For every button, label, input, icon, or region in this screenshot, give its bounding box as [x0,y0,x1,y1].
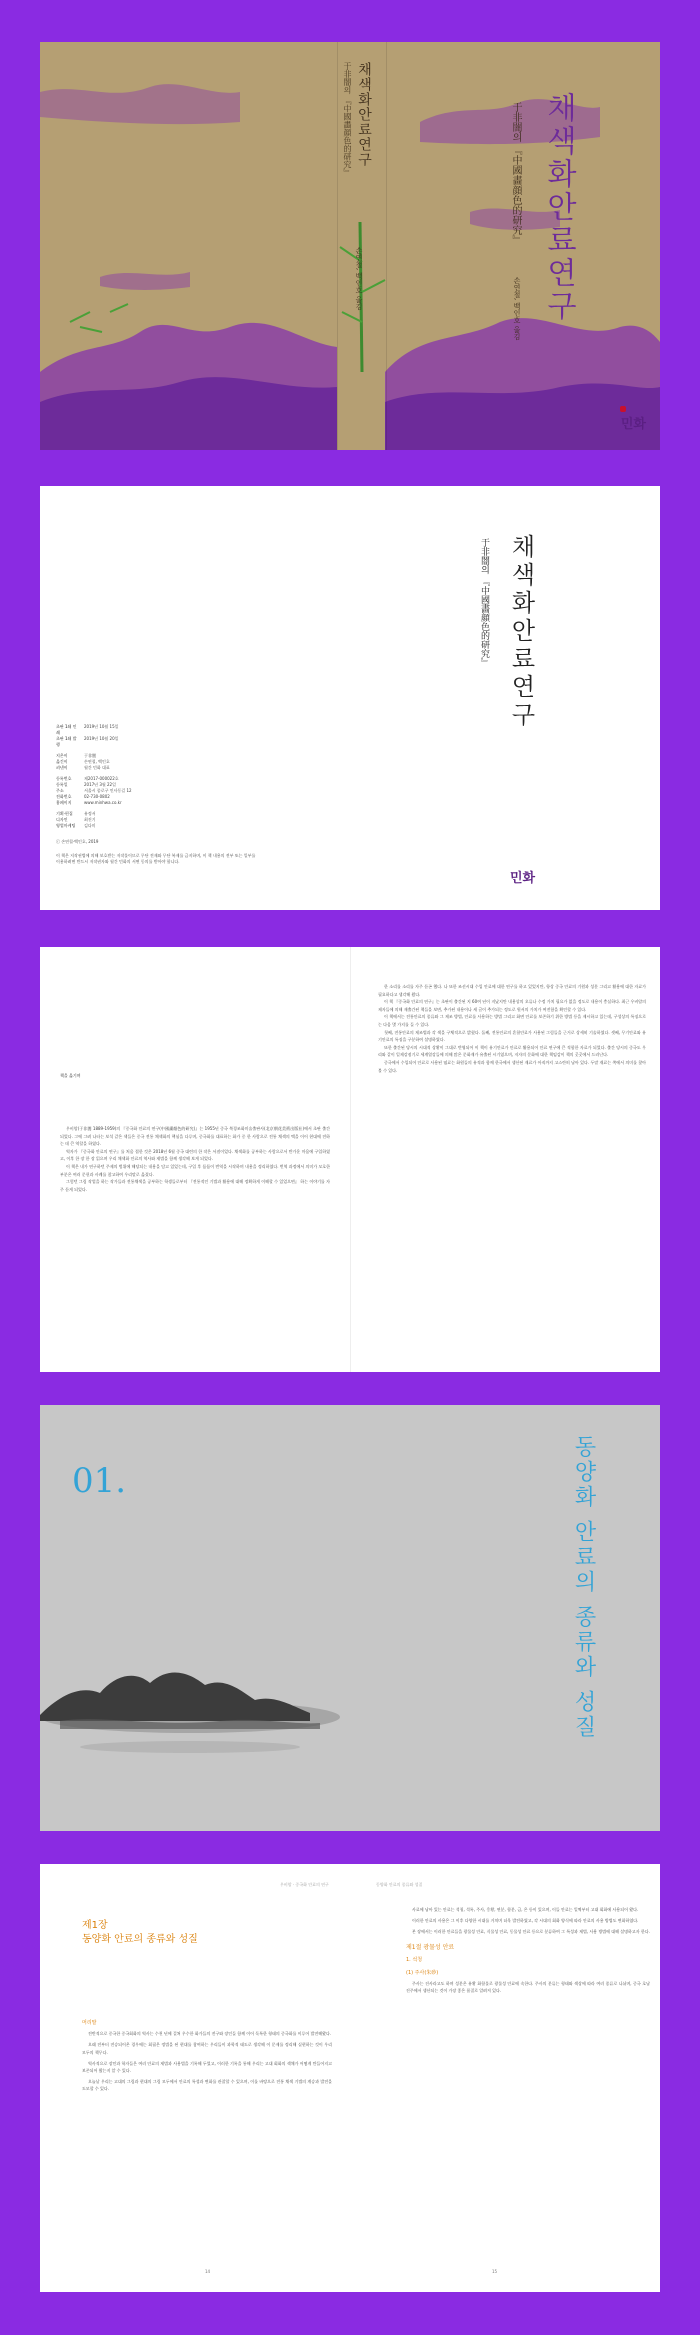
colophon-key: 영업마케팅 [56,823,76,828]
paragraph: 주사는 진사라고도 하며 성분은 유황 화합물로 광물성 안료에 속한다. 주사의 분류는 형태와 색상에 따라 여러 종류로 나뉘며, 중국 호남 진주에서 생산되는 것이 가장 좋은 품질로 알려져 있다. [406,1981,650,1994]
body-left-column [82,2014,332,2097]
publisher-logo: 민화 [510,871,536,886]
body-spread [40,1864,660,2292]
chapter-heading [82,1919,198,1947]
page-number-left: 14 [205,2269,211,2274]
colophon-key: 디자인 [56,817,68,822]
ink-landscape-painting [40,1655,340,1765]
cover-subtitle: 于非闇의 『中國畵顔色的研究』 [510,102,521,246]
colophon-value: 최진기 [84,817,96,822]
colophon-key: 펴낸이 [56,765,68,770]
section-heading: 제1절 광물성 안료 [406,1943,455,1951]
body-right-column [406,1906,650,1999]
logo-seal-icon [620,406,626,412]
paragraph: 이러한 안료의 사용은 그 이후 다양한 시대를 거치며 더욱 발전하였고, 각 시대의 회화 양식에 따라 안료의 사용 방법도 변화하였다. [412,1918,639,1924]
paragraph: 이 책에서는 전통안료의 종류와 그 제조 방법, 안료를 사용하는 방법 그리고 화면 안료를 보존하기 위한 방법 등을 제시하고 있는데, 구성상의 특징으로는 다음 몇 가지를 들 수 있다. [378,1014,646,1027]
subsection-heading: (1) 주사(朱砂) [406,1970,439,1977]
colophon-value: 손연철, 백인호 [84,759,110,764]
colophon-key: 등록일 [56,782,68,787]
cover-title: 채색화안료연구 [541,92,576,323]
colophon-value: 2019년 10월 15일 [84,724,119,729]
colophon-value: 2017년 3월 22일 [84,782,116,787]
paragraph: 이 책은 내가 연구하던 주제의 범위에 해당되는 내용을 담고 있었는데, 구입 후 틈틈이 번역을 시작하며 내용을 정리하였다. 번역 과정에서 의미가 모호한 부분은 여러 문헌과 사례를 참고하여 우리말로 옮겼다. [60,1163,330,1177]
colophon-key: 주소 [56,788,64,793]
title-page-title: 채색화안료연구 [507,534,535,730]
spine-subtitle: 于非闇의 『中國畵顔色的研究』 [343,62,352,177]
colophon-value: 서울시 종로구 인사동길 12 [84,788,132,793]
title-page [40,486,660,910]
colophon-value: www.minhwa.co.kr [84,800,122,805]
preface-heading: 책을 옮기며 [60,1073,81,1078]
paragraph: 한 소리를 소리를 자주 듣곤 했다. 나 또한 조선시대 수입 안료에 대한 연구를 하고 있었지만, 항상 중국 안료의 기원과 성분 그리고 활용에 대한 자료가 필요하다고 생각해 왔다. [378,984,646,997]
colophon-key: 초판 1쇄 발행 [56,736,77,747]
paragraph: 역자가 『중국화 안료의 연구』를 처음 접한 것은 2018년 6월 중국 대련의 한 작은 서점이었다. 채색화를 공부하는 사람으로서 반가운 마음에 구입하였고, 이후 한 장 한 장 읽으며 우리 채색화 안료의 역사와 제법을 함께 생각해 보게 되었다. [60,1148,330,1162]
colophon-key: 초판 1쇄 인쇄 [56,724,77,735]
colophon-key: 옮긴이 [56,759,68,764]
paragraph: 우비암(于非闇 1889-1959)의 『중국화 안료의 연구(中國畵顔色的研究)』는 1955년 중국 북경조화미술출판사(北京朝花美術出版社)에서 초판 출간되었다. 그에 그려 나타는 보석 같은 색들은 중국 전통 채색화의 핵심을 다루며, 중국화를 대표하는 화가 중 한 사람으로 전통 채색의 맥을 이어 현대에 전하는 데 큰 역할을 하였다. [60,1126,330,1147]
paragraph: 첫째, 전통안료의 제조법과 각 색을 구체적으로 밝혔다. 둘째, 전통안료의 혼합안료가 사용된 그림들을 근거로 상세히 기술하였다. 셋째, 무기안료와 유기안료의 특징을 구분하여 설명하였다. [378,1029,646,1043]
cover-author: 손연철, 백인호 옮김 [513,277,521,340]
running-head-left: 우비암 · 중국화 안료의 연구 [280,1882,329,1887]
chapter-title: 동양화 안료의 종류와 성질 [571,1435,596,1740]
title-page-subtitle: 于非闇의 『中國畵顔色的研究』 [479,538,489,667]
colophon-key: 등록번호 [56,776,72,781]
colophon-value: 김다미 [84,823,96,828]
intro-heading: 머리말 [82,2020,97,2026]
colophon-key: 홈페이지 [56,800,72,805]
paragraph: 본 장에서는 이러한 안료들을 광물성 안료, 식물성 안료, 동물성 안료 등으로 분류하여 그 특성과 제법, 사용 방법에 대해 설명하고자 한다. [412,1929,650,1935]
paragraph: 그렇던 그림 작업을 하는 작가들과 전통채색을 공부하는 학생들로부터 『전통적인 기법과 활용에 대해 정확하게 이해할 수 있었으면』 하는 이야기를 자주 듣게 되었다. [60,1179,330,1192]
chapter-opener [40,1405,660,1831]
book-spine [337,42,387,450]
colophon-key: 기획·편집 [56,811,73,816]
paragraph: 또한 출간된 당시의 시대적 상황이 그대로 반영되어 이 책이 유기안료가 안료로 활용되어 안료 연구에 큰 적합한 자료가 되었다. 출간 당시의 중국도 우리와 같이 일제강점기로 세계열강들에 의해 많은 문화재가 유출된 시기였으며, 저자의 문화에 대한 책임감이 책의 곳곳에서 드러난다. [378,1044,646,1058]
paragraph: 이 책 『중국화 안료의 연구』는 초판이 출간된 지 60여 년이 지났지만 내용상의 오류나 수정 가치 필요가 없을 정도로 내용이 충실하다. 최근 우비암의 제자들에 의해 재출간된 책들을 보면, 추가된 내용이나 새 글이 추가되는 정도로 원서의 가치가 여전함을 확인할 수 있다. [378,999,646,1012]
publisher-logo: 민화 [620,417,646,432]
colophon-value: 02-730-0802 [84,794,110,799]
chapter-number: 01. [72,1461,127,1501]
preface-right-column [378,983,646,1074]
subsection-heading: 1. 석청 [406,1956,423,1963]
colophon-key: 전화번호 [56,794,72,799]
chapter-label: 제1장 [82,1920,108,1931]
colophon [56,724,256,865]
colophon-value: 제2017-000022호 [84,776,119,781]
copyright-line: ⓒ 손연철·백인호, 2019 [56,839,99,844]
colophon-value: 于非闇 [84,753,96,758]
chapter-title: 동양화 안료의 종류와 성질 [82,1934,198,1945]
paragraph: 역사적으로 장인과 학자들은 여러 안료의 제법과 사용법을 기록해 두었고, 이러한 기록을 통해 우리는 고대 회화의 색채가 어떻게 만들어지고 보존되어 왔는지 알 수 있다. [82,2060,332,2074]
colophon-value: 유정서 [84,811,96,816]
preface-spread [40,947,660,1372]
running-head-right: 동양화 안료의 종류와 성질 [376,1882,423,1887]
book-cover [40,42,660,450]
paragraph: 중국에서 수입되어 안료로 사용된 염료는 화원들의 유적과 함께 한국에서 생산된 재료가 아직까지 고스란히 남아 있다. 두말 재료는 쪽에서 의미를 찾아볼 수 있다. [378,1059,646,1073]
paragraph: 사료에 남아 있는 안료는 석청, 석록, 주사, 웅황, 연분, 합분, 금, 은 등이 있으며, 이들 안료는 일찍부터 고대 회화에 사용되어 왔다. [412,1907,639,1912]
paragraph: 오래 전부터 전승되어온 경우에는 회필은 정법을 된 현대를 참여하는 우리들이 과학적 태도로 생각해 이 문제를 정리해 실현하는 것이 우리 모두의 책무다. [82,2042,332,2055]
spine-author: 손연철, 백인호 옮김 [355,247,363,310]
page-number-right: 15 [492,2269,498,2274]
copyright-notice: 이 책은 저작권법에 의해 보호받는 저작물이므로 무단 전재와 무단 복제를 금지하며, 이 책 내용의 전부 또는 일부를 이용하려면 반드시 저작권자와 월간 민화의 서면 동의를 받아야 합니다. [56,853,256,864]
colophon-key: 지은이 [56,753,68,758]
paragraph: 오늘날 우리는 고대의 그림과 현대의 그림 모두에서 안료의 특성과 변화를 관찰할 수 있으며, 이를 바탕으로 전통 채색 기법의 계승과 발전을 도모할 수 있다. [82,2079,332,2092]
paragraph: 전반적으로 중국한 중국회화의 역사는 수천 년에 걸쳐 우수한 화가들의 전구와 장인들 함께 이어 독특한 형태의 중국화를 이루어 발전해왔다. [88,2031,332,2037]
page-gutter [350,947,351,1372]
colophon-value: 월간 민화 대표 [84,765,110,770]
colophon-value: 2019년 10월 20일 [84,736,119,741]
spine-title: 채색화안료연구 [356,62,372,167]
preface-left-column [60,1125,330,1193]
